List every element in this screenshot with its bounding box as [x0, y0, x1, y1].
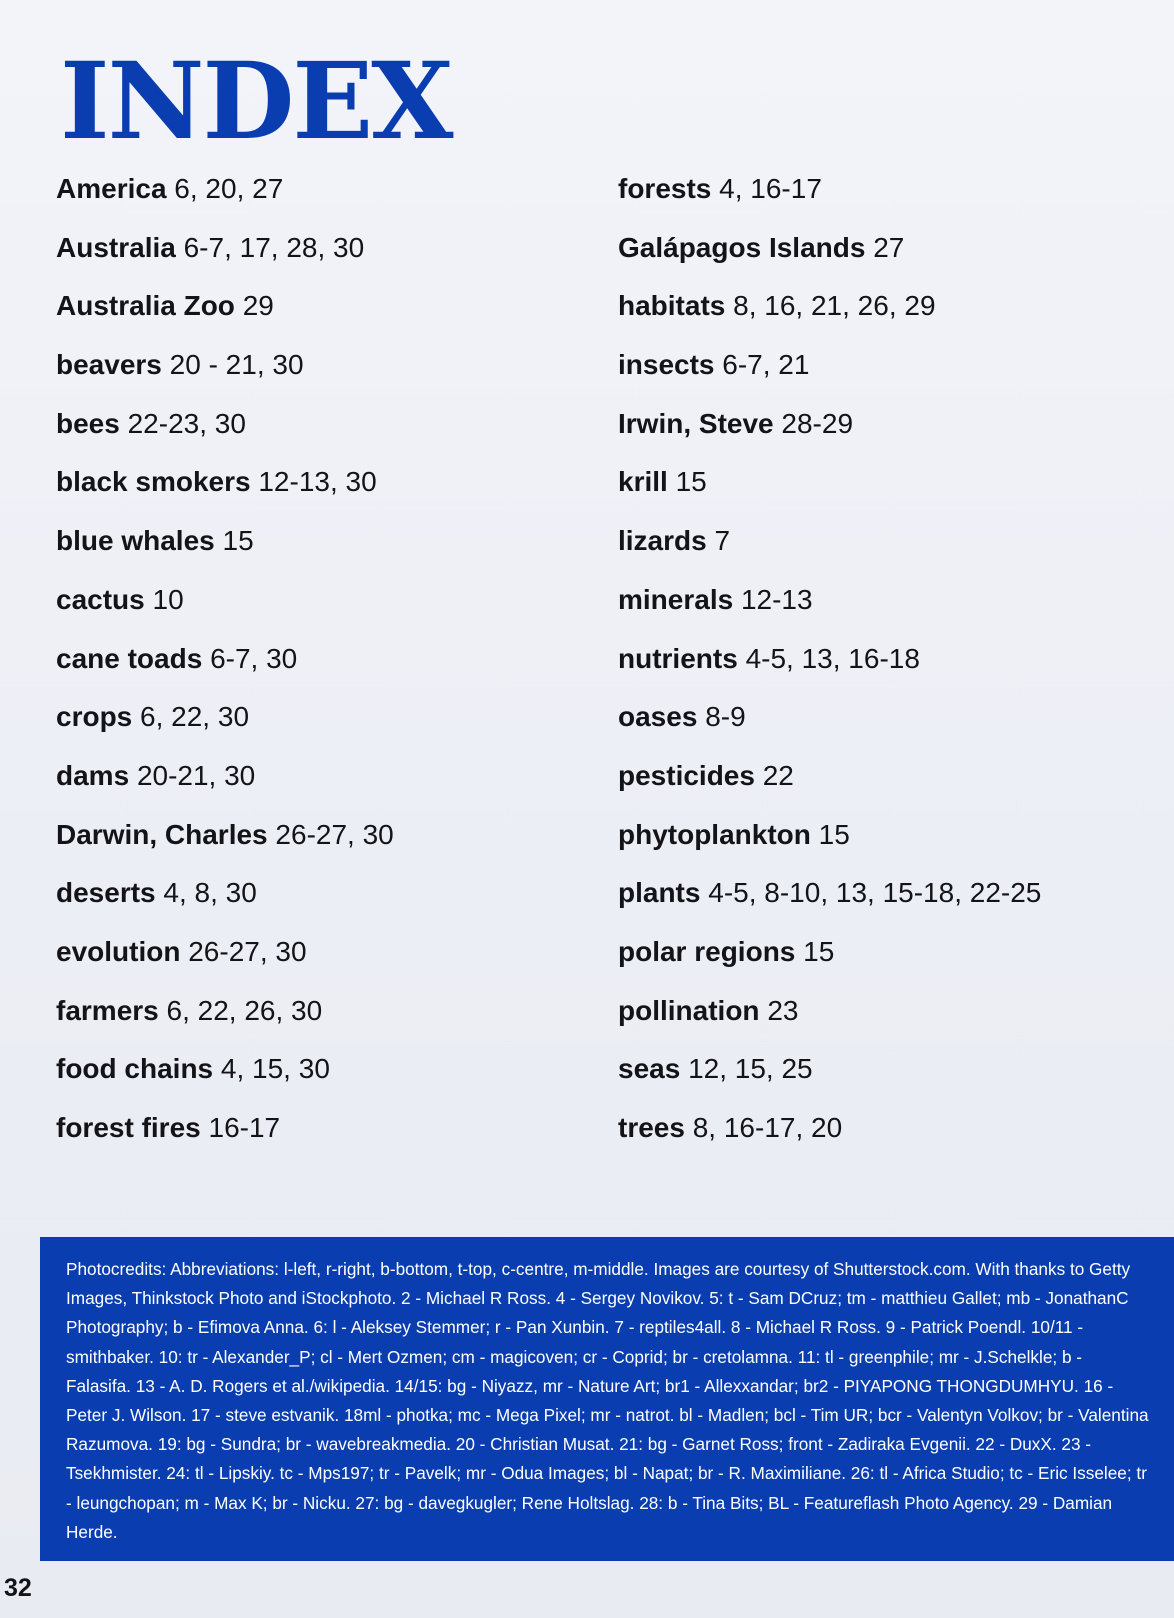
index-term: Darwin, Charles — [56, 818, 268, 850]
index-entry — [618, 162, 1041, 221]
index-pages: 6-7, 21 — [722, 349, 810, 381]
index-pages: 6, 22, 30 — [140, 701, 250, 733]
index-entry — [56, 397, 394, 456]
index-term: lizards — [618, 525, 707, 557]
index-pages: 12, 15, 25 — [688, 1053, 813, 1085]
index-pages: 4, 8, 30 — [163, 877, 257, 909]
index-term: minerals — [618, 583, 734, 615]
index-entry — [618, 573, 1041, 632]
index-term: Galápagos Islands — [618, 231, 866, 263]
index-pages: 29 — [242, 290, 274, 322]
index-entry — [618, 221, 1041, 280]
index-pages: 16-17 — [208, 1112, 281, 1143]
index-pages: 20-21, 30 — [136, 759, 256, 791]
index-term: crops — [56, 701, 133, 733]
index-pages: 6-7, 17, 28, 30 — [183, 231, 365, 263]
index-pages: 7 — [714, 525, 731, 557]
index-term: black smokers — [56, 466, 251, 498]
index-term: krill — [618, 466, 668, 498]
photo-credits-box — [40, 1237, 1174, 1561]
index-entry — [56, 808, 394, 867]
index-entry — [618, 397, 1041, 456]
index-pages: 4-5, 13, 16-18 — [745, 642, 920, 674]
index-entry — [56, 984, 394, 1043]
index-term: seas — [618, 1053, 681, 1085]
index-pages: 12-13, 30 — [258, 466, 377, 498]
index-pages: 15 — [818, 818, 850, 850]
index-term: Australia — [56, 231, 176, 263]
index-pages: 15 — [222, 525, 254, 557]
index-term: habitats — [618, 290, 726, 322]
index-pages: 23 — [767, 994, 799, 1026]
index-term: phytoplankton — [618, 818, 811, 850]
index-entry — [56, 162, 394, 221]
index-term: beavers — [56, 349, 162, 381]
index-term: polar regions — [618, 935, 796, 967]
index-term: farmers — [56, 994, 159, 1026]
index-entry — [56, 925, 394, 984]
index-pages: 4, 16-17 — [719, 173, 822, 204]
index-term: dams — [56, 759, 130, 791]
page-title: INDEX — [60, 38, 452, 163]
index-entry — [56, 514, 394, 573]
index-entry — [618, 690, 1041, 749]
index-term: insects — [618, 349, 715, 381]
index-term: blue whales — [56, 525, 215, 557]
index-term: oases — [618, 701, 698, 733]
index-pages: 26-27, 30 — [275, 818, 394, 850]
index-entry — [618, 1101, 1041, 1160]
index-pages: 12-13 — [740, 583, 813, 615]
index-term: forests — [618, 173, 712, 204]
index-entry — [618, 1042, 1041, 1101]
index-pages: 4, 15, 30 — [220, 1053, 330, 1085]
index-entry — [618, 749, 1041, 808]
index-entry — [56, 455, 394, 514]
index-term: cactus — [56, 583, 145, 615]
index-entry — [618, 279, 1041, 338]
index-entry — [56, 749, 394, 808]
index-entry — [56, 1101, 394, 1160]
index-entry — [56, 866, 394, 925]
index-term: plants — [618, 877, 701, 909]
index-term: bees — [56, 407, 120, 439]
index-pages: 22 — [762, 759, 794, 791]
index-entry — [618, 984, 1041, 1043]
index-pages: 6-7, 30 — [210, 642, 298, 674]
index-entry — [56, 632, 394, 691]
index-pages: 15 — [675, 466, 707, 498]
index-entry — [56, 573, 394, 632]
index-pages: 8, 16, 21, 26, 29 — [733, 290, 936, 322]
photo-credits-text: Photocredits: Abbreviations: l-left, r-right, b-bottom, t-top, c-centre, m-middle. Images are courtesy of Shutterstock.com. With thanks to Getty Images, Thinkstock Photo and iStockphoto. 2 - Michael R Ross. 4 - Sergey Novikov. 5: t - Sam DCruz; tm - matthieu Gallet; mb - JonathanC Photography; b - Efimova Anna. 6: l - Aleksey Stemmer; r - Pan Xunbin. 7 - reptiles4all. 8 - Michael R Ross. 9 - Patrick Poendl. 10/11 - smithbaker. 10: tr - Alexander_P; cl - Mert Ozmen; cm - magicoven; cr - Coprid; br - cretolamna. 11: tl - greenphile; mr - J.Schelkle; b - Falasifa. 13 - A. D. Rogers et al./wikipedia. 14/15: bg - Niyazz, mr - Nature Art; br1 - Allexxandar; br2 - PIYAPONG THONGDUMHYU. 16 - Peter J. Wilson. 17 - steve estvanik. 18ml - photka; mc - Mega Pixel; mr - natrot. bl - Madlen; bcl - Tim UR; bcr - Valentyn Volkov; br - Valentina Razumova. 19: bg - Sundra; br - wavebreakmedia. 20 - Christian Musat. 21: bg - Garnet Ross; front - Zadiraka Evgenii. 22 - DuxX. 23 - Tsekhmister. 24: tl - Lipskiy. tc - Mps197; tr - Pavelk; mr - Odua Images; bl - Napat; br - R. Maximiliane. 26: tl - Africa Studio; tc - Eric Isselee; tr - leungchopan; m - Max K; br - Nicku. 27: bg - davegkugler; Rene Holtslag. 28: b - Tina Bits; BL - Featureflash Photo Agency. 29 - Damian Herde. — [66, 1259, 1149, 1542]
index-entry — [618, 866, 1041, 925]
index-term: forest fires — [56, 1112, 201, 1143]
index-pages: 8-9 — [705, 701, 746, 733]
index-pages: 10 — [152, 583, 184, 615]
index-term: trees — [618, 1112, 685, 1143]
index-entry — [618, 455, 1041, 514]
index-entry — [618, 514, 1041, 573]
index-pages: 22-23, 30 — [127, 407, 246, 439]
index-column-right — [618, 162, 1041, 1160]
index-term: pollination — [618, 994, 760, 1026]
index-entry — [56, 1042, 394, 1101]
index-entry — [56, 221, 394, 280]
index-column-left — [56, 162, 394, 1160]
index-term: deserts — [56, 877, 156, 909]
index-entry — [618, 808, 1041, 867]
index-pages: 28-29 — [781, 407, 854, 439]
index-pages: 26-27, 30 — [188, 935, 307, 967]
index-entry — [618, 632, 1041, 691]
index-pages: 6, 20, 27 — [174, 173, 284, 204]
index-pages: 8, 16-17, 20 — [692, 1112, 843, 1143]
index-pages: 15 — [803, 935, 835, 967]
index-pages: 20 - 21, 30 — [169, 349, 304, 381]
index-term: cane toads — [56, 642, 203, 674]
index-pages: 6, 22, 26, 30 — [166, 994, 323, 1026]
index-term: nutrients — [618, 642, 738, 674]
index-entry — [56, 690, 394, 749]
index-term: Irwin, Steve — [618, 407, 774, 439]
page-number: 32 — [4, 1574, 32, 1602]
index-term: evolution — [56, 935, 181, 967]
index-pages: 4-5, 8-10, 13, 15-18, 22-25 — [708, 877, 1042, 909]
index-entry — [618, 925, 1041, 984]
index-term: pesticides — [618, 759, 755, 791]
index-entry — [56, 338, 394, 397]
index-term: food chains — [56, 1053, 214, 1085]
index-term: Australia Zoo — [56, 290, 235, 322]
index-entry — [56, 279, 394, 338]
index-term: America — [56, 173, 167, 204]
index-entry — [618, 338, 1041, 397]
index-pages: 27 — [873, 231, 905, 263]
